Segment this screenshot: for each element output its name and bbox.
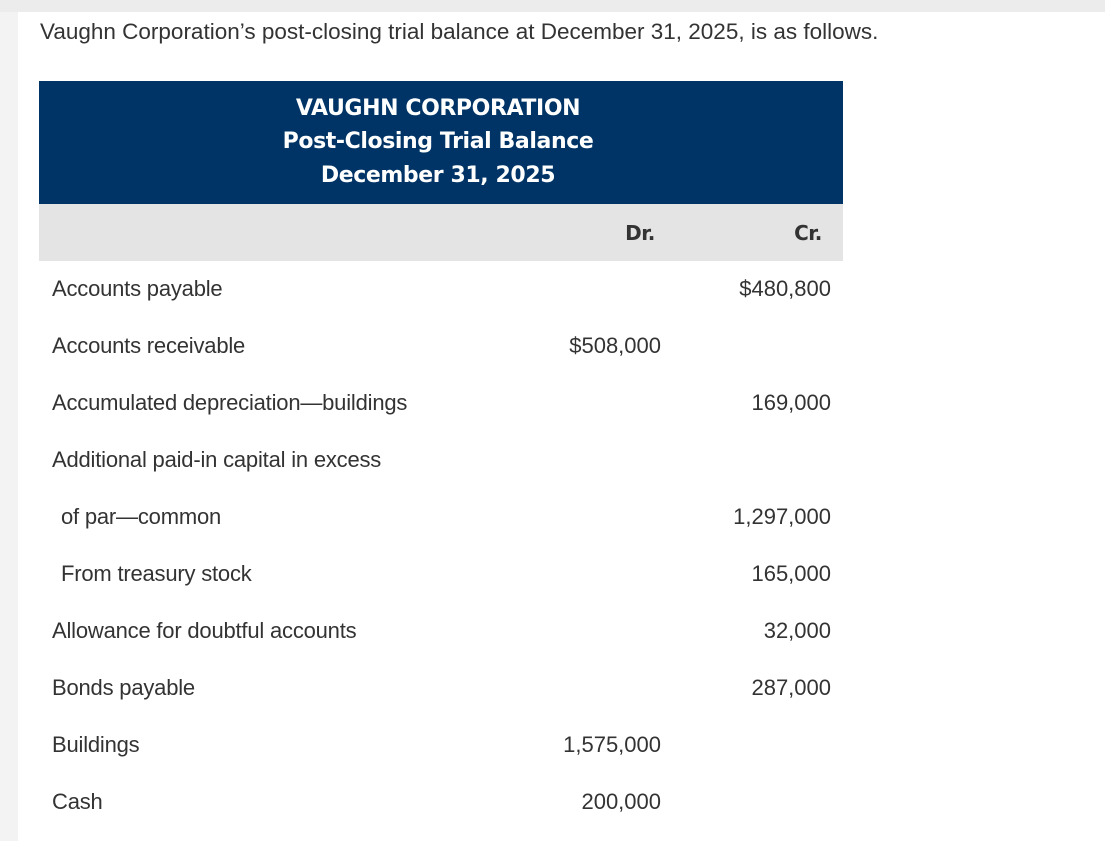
intro-text: Vaughn Corporation’s post-closing trial balance at December 31, 2025, is as follows. (40, 19, 879, 44)
table-row (39, 318, 843, 375)
statement-title: Post-Closing Trial Balance (282, 129, 594, 154)
table-row (39, 660, 843, 717)
table-row (39, 717, 843, 774)
account-name: Cash (52, 789, 103, 814)
column-header-row (39, 204, 843, 261)
account-name: Bonds payable (52, 675, 195, 700)
credit-amount: 169,000 (751, 390, 831, 415)
account-name: Accumulated depreciation—buildings (52, 390, 408, 415)
debit-amount: $508,000 (569, 333, 661, 358)
top-rule (0, 0, 1105, 12)
table-row (39, 603, 843, 660)
debit-column-header: Dr. (625, 221, 655, 245)
debit-amount: 1,575,000 (563, 732, 661, 757)
debit-amount: 200,000 (581, 789, 661, 814)
credit-amount: $480,800 (739, 276, 831, 301)
account-name: Additional paid-in capital in excess (52, 447, 382, 472)
statement-date: December 31, 2025 (320, 163, 556, 188)
credit-column-header: Cr. (794, 221, 822, 245)
table-row (39, 774, 843, 831)
company-name: VAUGHN CORPORATION (295, 96, 581, 121)
account-name: Accounts receivable (52, 333, 246, 358)
credit-amount: 287,000 (751, 675, 831, 700)
account-name: Buildings (52, 732, 140, 757)
account-name: of par—common (61, 504, 222, 529)
trial-balance-header (39, 81, 843, 204)
credit-amount: 32,000 (763, 618, 831, 643)
account-name: Accounts payable (52, 276, 223, 301)
table-row (39, 261, 843, 318)
credit-amount: 165,000 (751, 561, 831, 586)
account-name: Allowance for doubtful accounts (52, 618, 357, 643)
table-row (39, 375, 843, 432)
table-row (39, 432, 843, 489)
table-row (39, 489, 843, 546)
credit-amount: 1,297,000 (733, 504, 831, 529)
table-row (39, 546, 843, 603)
account-name: From treasury stock (61, 561, 252, 586)
